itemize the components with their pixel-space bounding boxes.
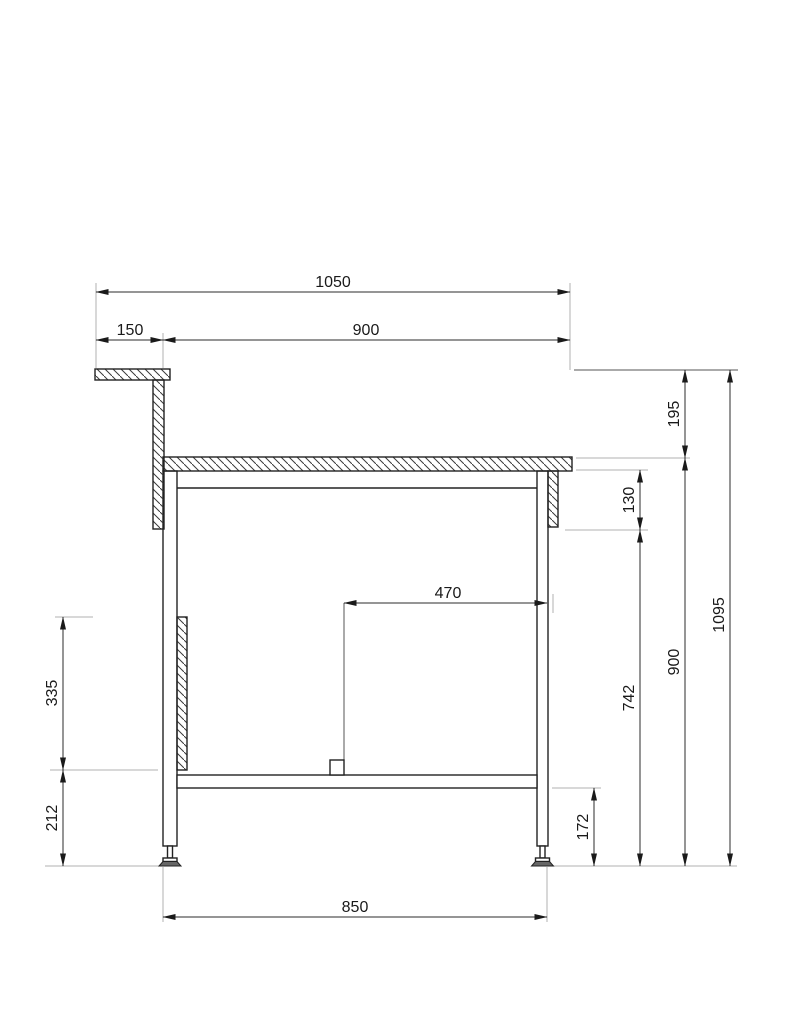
right-bracket [548,471,558,527]
left-leg [163,471,177,846]
dim-label-overall-depth: 1050 [315,274,351,291]
foot-plate [536,858,550,862]
dim-label-stop-offset: 470 [434,585,462,602]
foot-plate [163,858,177,862]
foot-pad [159,862,181,867]
dim-label-bracket-bottom-to-floor: 742 [621,684,638,712]
shelf-stop-block [330,760,344,775]
shelf-riser-column [153,380,164,529]
foot-stem [540,846,545,858]
right-foot [532,846,554,866]
dim-label-shelf-riser-height: 195 [666,400,683,428]
dim-label-side-panel-height: 335 [44,679,61,707]
dim-label-panel-bottom-to-floor: 212 [44,804,61,832]
dim-label-shelf-overhang: 150 [116,322,144,339]
worktop [163,457,572,471]
left-foot [159,846,181,866]
right-leg [537,471,548,846]
dim-label-worktop-height: 900 [666,648,683,676]
dim-label-leg-span: 850 [341,899,369,916]
workbench-structure [95,369,572,866]
left-side-panel [177,617,187,770]
lower-shelf [177,775,537,788]
dim-label-lower-shelf-clearance: 172 [575,813,592,841]
dim-label-bracket-height: 130 [621,486,638,514]
top-shelf-board [95,369,170,380]
dim-label-worktop-depth: 900 [352,322,380,339]
foot-pad [532,862,554,867]
foot-stem [168,846,173,858]
dim-label-overall-height: 1095 [711,597,728,633]
